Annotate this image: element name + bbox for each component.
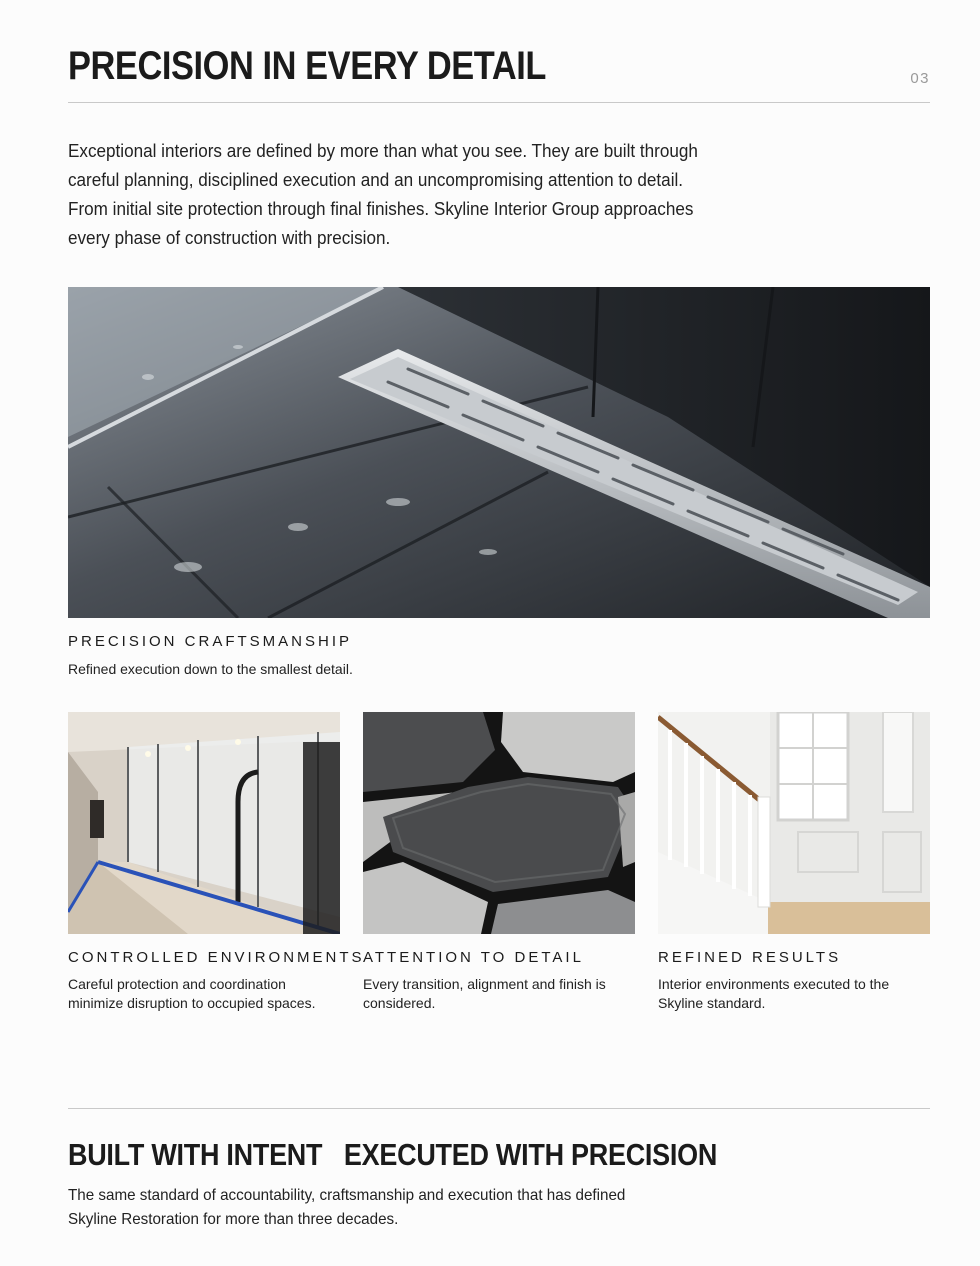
- feature-image-hexagon-tiles: [363, 712, 635, 934]
- footer-divider: [68, 1108, 930, 1109]
- title-divider: [68, 102, 930, 103]
- feature-image-staircase: [658, 712, 930, 934]
- feature-title-refined-results: REFINED RESULTS: [658, 949, 842, 966]
- page-number: 03: [910, 70, 930, 87]
- footer-paragraph: The same standard of accountability, craftsmanship and execution that has defined Skyline Restoration for more than three decades.: [68, 1187, 626, 1228]
- feature-text-refined-results: Interior environments executed to the Skyline standard.: [658, 976, 890, 1011]
- feature-text-attention-to-detail: Every transition, alignment and finish is considered.: [363, 976, 606, 1011]
- hero-caption-title: PRECISION CRAFTSMANSHIP: [68, 633, 353, 650]
- feature-text-controlled-environments: Careful protection and coordination minimize disruption to occupied spaces.: [68, 976, 316, 1011]
- footer-heading: BUILT WITH INTENT EXECUTED WITH PRECISION: [68, 1137, 718, 1172]
- feature-title-attention-to-detail: ATTENTION TO DETAIL: [363, 949, 584, 966]
- hero-image: [68, 287, 930, 618]
- feature-title-controlled-environments: CONTROLLED ENVIRONMENTS: [68, 949, 365, 966]
- feature-image-corridor: [68, 712, 340, 934]
- page-title: PRECISION IN EVERY DETAIL: [68, 44, 546, 88]
- intro-paragraph: Exceptional interiors are defined by more than what you see. They are built through careful planning, disciplined execution and an uncompromising attention to detail. From initial site protection through final finishes. Skyline Interior Group approaches every phase of construction with precision.: [68, 141, 698, 248]
- hero-caption-text: Refined execution down to the smallest detail.: [68, 661, 353, 677]
